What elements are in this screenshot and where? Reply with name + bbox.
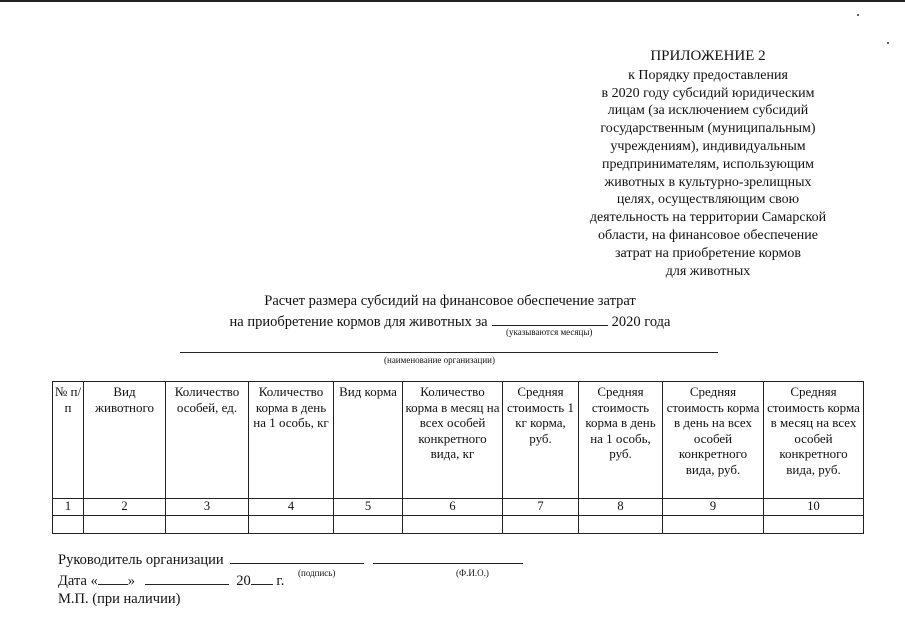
year-suffix: г. (276, 572, 285, 589)
header-cell: Средняя стоимость корма в месяц на всех особей конкретного вида, руб. (764, 382, 864, 499)
column-number: 4 (249, 499, 334, 516)
column-number: 8 (579, 499, 663, 516)
table-cell[interactable] (503, 515, 579, 533)
header-cell: Вид корма (334, 382, 403, 499)
scan-speck (857, 14, 859, 16)
seal-label: М.П. (при наличии) (58, 591, 181, 607)
header-cell: № п/п (53, 382, 84, 499)
head-signature-line (58, 549, 523, 570)
table-header-row (53, 382, 864, 499)
table-cell[interactable] (663, 515, 764, 533)
head-label: Руководитель организации (58, 552, 224, 568)
appendix-line: предпринимателям, использующим (601, 156, 815, 172)
table-cell[interactable] (579, 515, 663, 533)
appendix-line: к Порядку предоставления (628, 67, 788, 83)
header-cell: Средняя стоимость 1 кг корма, руб. (503, 382, 579, 499)
appendix-line: затрат на приобретение кормов (614, 245, 802, 261)
appendix-heading: ПРИЛОЖЕНИЕ 2 (650, 48, 766, 64)
date-open-label: Дата « (58, 572, 98, 589)
column-number: 3 (166, 499, 249, 516)
organization-hint: (наименование организации) (384, 355, 495, 365)
column-number: 10 (764, 499, 864, 516)
appendix-line: для животных (665, 263, 751, 279)
full-name-hint: (Ф.И.О.) (456, 568, 489, 578)
header-cell: Вид животного (84, 382, 166, 499)
appendix-line: целях, осуществляющим свою (616, 192, 800, 208)
date-day-blank-field[interactable] (98, 570, 128, 585)
organization-name-blank-field[interactable] (180, 352, 718, 353)
signature-hint: (подпись) (298, 568, 336, 578)
appendix-line: животных в культурно-зрелищных (604, 174, 812, 190)
column-number: 1 (53, 499, 84, 516)
appendix-line: учреждениям), индивидуальным (610, 138, 806, 154)
column-number-row (53, 499, 864, 516)
table-cell[interactable] (403, 515, 503, 533)
column-number: 7 (503, 499, 579, 516)
table-cell[interactable] (764, 515, 864, 533)
table-cell[interactable] (249, 515, 334, 533)
header-cell: Количество особей, ед. (166, 382, 249, 499)
calculation-title-line2 (190, 311, 710, 332)
table-row (53, 515, 864, 533)
months-blank-field[interactable] (492, 311, 608, 326)
header-cell: Средняя стоимость корма в день на всех особей конкретного вида, руб. (663, 382, 764, 499)
appendix-block (568, 48, 848, 280)
date-line (58, 570, 523, 591)
title-year-label: 2020 года (611, 314, 671, 330)
subsidy-calculation-table (52, 381, 864, 534)
header-cell: Количество корма в месяц на всех особей конкретного вида, кг (403, 382, 503, 499)
appendix-line: государственным (муниципальным) (600, 121, 816, 137)
table-cell[interactable] (334, 515, 403, 533)
full-name-blank-field[interactable] (373, 549, 523, 564)
year-prefix: 20 (236, 572, 251, 589)
signature-blank-field[interactable] (230, 549, 364, 564)
table-cell[interactable] (84, 515, 166, 533)
column-number: 6 (403, 499, 503, 516)
table-cell[interactable] (166, 515, 249, 533)
title-period-label: на приобретение кормов для животных за (229, 314, 488, 330)
calculation-title (190, 291, 710, 332)
table-cell[interactable] (53, 515, 84, 533)
appendix-line: лицам (за исключением субсидий (607, 103, 809, 119)
scan-speck (887, 42, 889, 44)
column-number: 9 (663, 499, 764, 516)
appendix-line: области, на финансовое обеспечение (598, 227, 818, 243)
header-cell: Средняя стоимость корма в день на 1 особь, руб. (579, 382, 663, 499)
date-close-label: » (127, 572, 136, 589)
column-number: 2 (84, 499, 166, 516)
scan-top-border (0, 0, 905, 2)
column-number: 5 (334, 499, 403, 516)
date-month-blank-field[interactable] (145, 570, 229, 585)
appendix-line: деятельность на территории Самарской (589, 210, 827, 226)
signature-block (58, 549, 523, 609)
header-cell: Количество корма в день на 1 особь, кг (249, 382, 334, 499)
year-blank-field[interactable] (251, 570, 273, 585)
months-hint: (указываются месяцы) (506, 327, 593, 337)
appendix-line: в 2020 году субсидий юридическим (601, 85, 815, 101)
calculation-title-line1: Расчет размера субсидий на финансовое обеспечение затрат (264, 293, 636, 309)
